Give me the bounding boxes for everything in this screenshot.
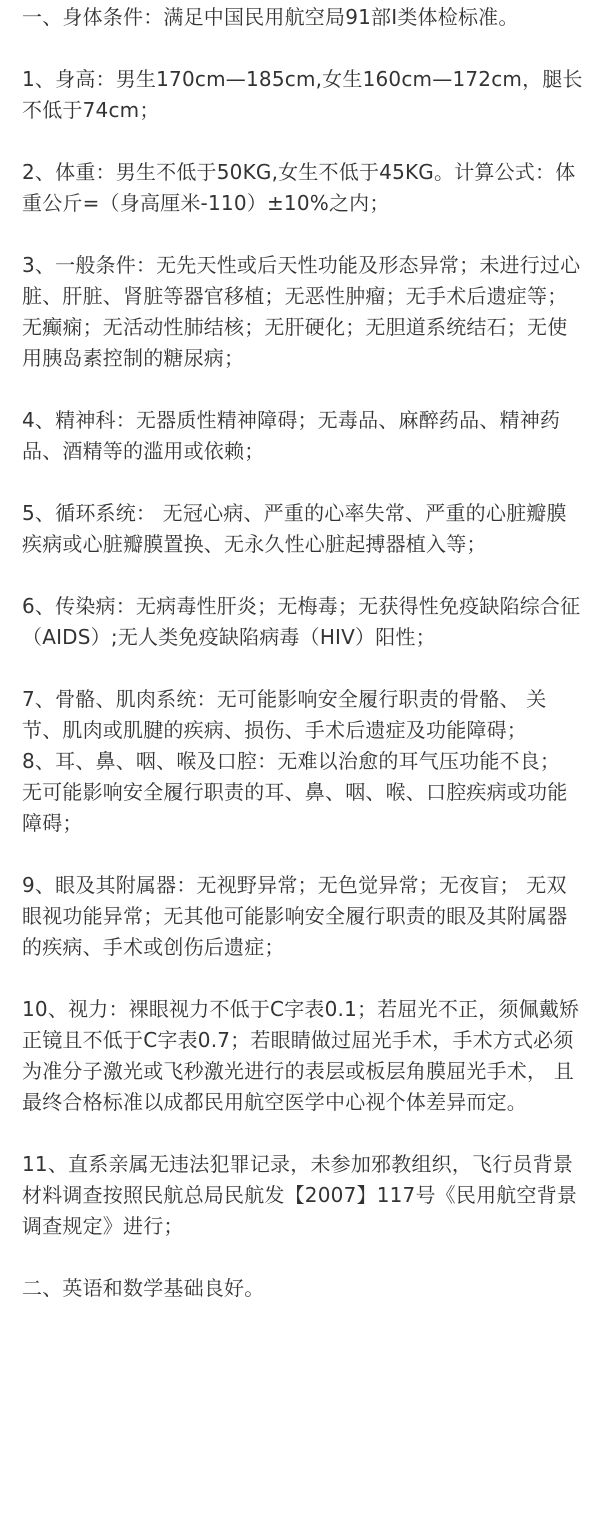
item-ent-oral: 8、耳、鼻、咽、喉及口腔：无难以治愈的耳气压功能不良； 无可能影响安全履行职责的耳、鼻、咽、喉、口腔疾病或功能障碍； [22, 749, 568, 835]
item-infectious-disease: 6、传染病：无病毒性肝炎；无梅毒；无获得性免疫缺陷综合征（AIDS）;无人类免疫缺陷病毒（HIV）阳性； [22, 594, 581, 649]
section-heading-physical: 一、身体条件：满足中国民用航空局91部I类体检标准。 [22, 5, 519, 29]
item-background-check: 11、直系亲属无违法犯罪记录，未参加邪教组织，飞行员背景材料调查按照民航总局民航发【2007】117号《民用航空背景调查规定》进行； [22, 1152, 578, 1238]
section-heading-english-math: 二、英语和数学基础良好。 [22, 1276, 265, 1300]
item-weight: 2、体重：男生不低于50KG,女生不低于45KG。计算公式：体重公斤=（身高厘米-110）±10%之内； [22, 160, 576, 215]
item-musculoskeletal: 7、骨骼、肌肉系统：无可能影响安全履行职责的骨骼、 关节、肌肉或肌腱的疾病、损伤、手术后遗症及功能障碍； [22, 687, 547, 742]
item-height: 1、身高：男生170cm—185cm,女生160cm—172cm，腿长不低于74cm； [22, 67, 583, 122]
item-vision: 10、视力：裸眼视力不低于C字表0.1；若屈光不正，须佩戴矫正镜且不低于C字表0.7；若眼睛做过屈光手术，手术方式必须为准分子激光或飞秒激光进行的表层或板层角膜屈光手术， 且最终合格标准以成都民用航空医学中心视个体差异而定。 [22, 997, 580, 1114]
item-circulatory-system: 5、循环系统： 无冠心病、严重的心率失常、严重的心脏瓣膜疾病或心脏瓣膜置换、无永久性心脏起搏器植入等； [22, 501, 567, 556]
item-general-conditions: 3、一般条件：无先天性或后天性功能及形态异常；未进行过心脏、肝脏、肾脏等器官移植；无恶性肿瘤；无手术后遗症等；无癫痫；无活动性肺结核；无肝硬化；无胆道系统结石；无使用胰岛素控制的糖尿病； [22, 253, 581, 370]
item-psychiatry: 4、精神科：无器质性精神障碍；无毒品、麻醉药品、精神药品、酒精等的滥用或依赖； [22, 408, 561, 463]
item-eyes: 9、眼及其附属器：无视野异常；无色觉异常；无夜盲； 无双眼视功能异常；无其他可能影响安全履行职责的眼及其附属器的疾病、手术或创伤后遗症； [22, 873, 568, 959]
